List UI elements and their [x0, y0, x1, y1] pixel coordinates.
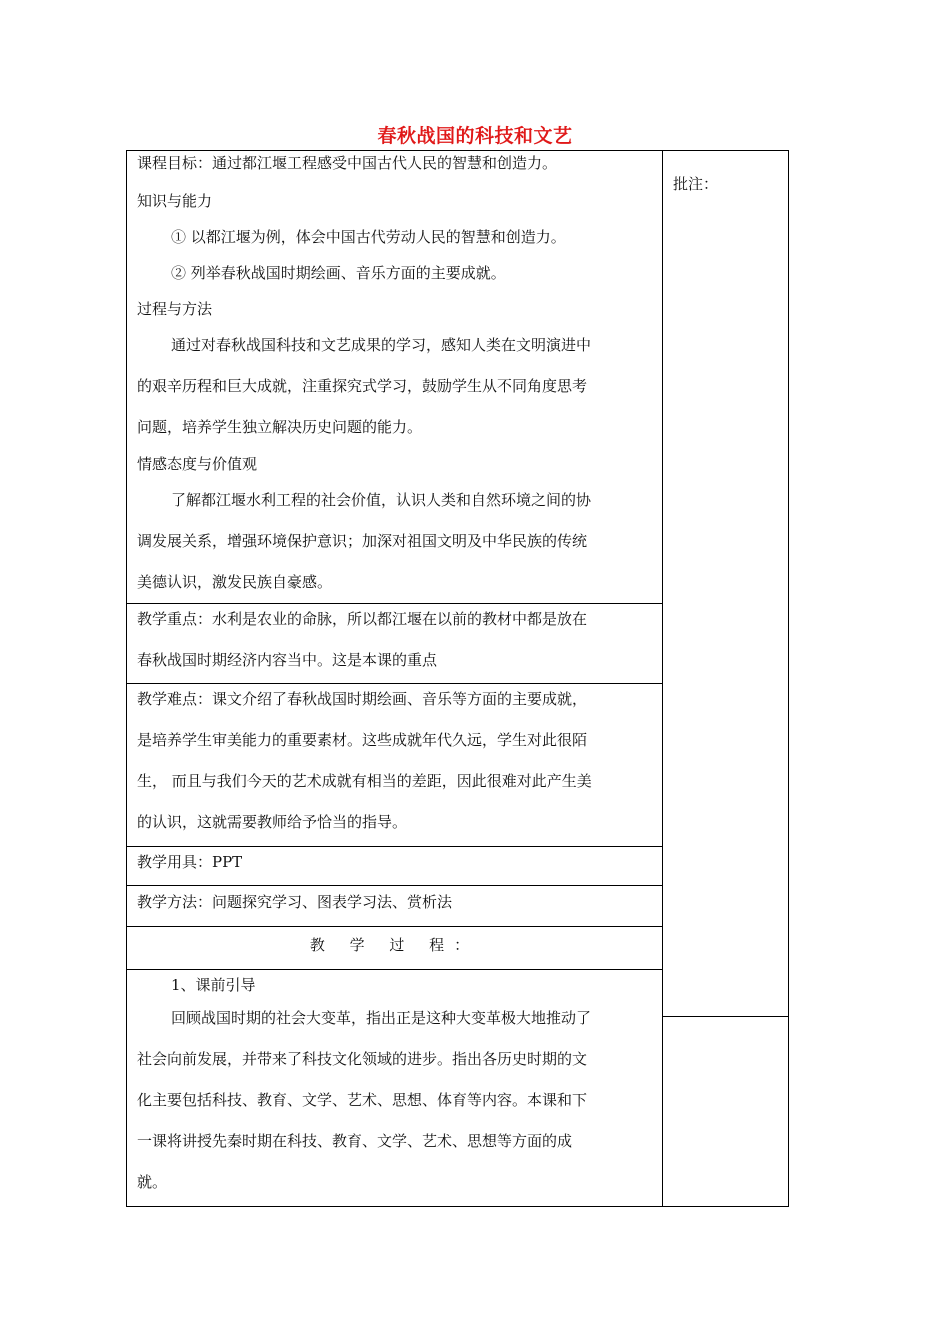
row-divider	[127, 969, 662, 970]
intro-line: 1、课前引导	[171, 976, 256, 994]
process-heading: 教 学 过 程：	[309, 936, 480, 954]
tools-cell	[137, 852, 653, 893]
notes-label: 批注：	[673, 175, 719, 193]
column-divider	[662, 151, 663, 1206]
difficulty-line: 生， 而且与我们今天的艺术成就有相当的差距，因此很难对此产生美	[137, 772, 592, 790]
methods-line: 教学方法：问题探究学习、图表学习法、赏析法	[137, 893, 453, 911]
objective-line: 的艰辛历程和巨大成就，注重探究式学习，鼓励学生从不同角度思考	[137, 377, 588, 395]
objective-line: 知识与能力	[137, 192, 213, 210]
row-divider	[127, 885, 662, 886]
objective-line: 课程目标：通过都江堰工程感受中国古代人民的智慧和创造力。	[137, 154, 558, 172]
key-points-cell	[137, 609, 653, 691]
objective-line: 通过对春秋战国科技和文艺成果的学习，感知人类在文明演进中	[171, 336, 592, 354]
lesson-plan-table	[126, 150, 789, 1207]
intro-line: 化主要包括科技、教育、文学、艺术、思想、体育等内容。本课和下	[137, 1091, 588, 1109]
notes-divider	[663, 1016, 789, 1017]
row-divider	[127, 846, 662, 847]
tools-line: 教学用具：PPT	[137, 853, 243, 871]
intro-line: 回顾战国时期的社会大变革，指出正是这种大变革极大地推动了	[171, 1009, 592, 1027]
objective-line: ② 列举春秋战国时期绘画、音乐方面的主要成就。	[171, 264, 506, 282]
key-point-line: 春秋战国时期经济内容当中。这是本课的重点	[137, 651, 438, 669]
difficulty-line: 是培养学生审美能力的重要素材。这些成就年代久远，学生对此很陌	[137, 731, 588, 749]
difficulty-line: 的认识，这就需要教师给予恰当的指导。	[137, 813, 408, 831]
page-title: 春秋战国的科技和文艺	[377, 125, 573, 147]
objective-line: 了解都江堰水利工程的社会价值，认识人类和自然环境之间的协	[171, 491, 592, 509]
intro-cell	[137, 975, 653, 1213]
objective-line: 美德认识，激发民族自豪感。	[137, 573, 333, 591]
objective-line: 情感态度与价值观	[137, 455, 258, 473]
objective-line: 调发展关系，增强环境保护意识；加深对祖国文明及中华民族的传统	[137, 532, 588, 550]
objective-line: 过程与方法	[137, 300, 213, 318]
difficulties-cell	[137, 689, 653, 853]
key-point-line: 教学重点：水利是农业的命脉，所以都江堰在以前的教材中都是放在	[137, 610, 588, 628]
intro-line: 一课将讲授先秦时期在科技、教育、文学、艺术、思想等方面的成	[137, 1132, 573, 1150]
objectives-cell	[137, 153, 653, 613]
row-divider	[127, 683, 662, 684]
row-divider	[127, 603, 662, 604]
intro-line: 就。	[137, 1173, 168, 1191]
difficulty-line: 教学难点：课文介绍了春秋战国时期绘画、音乐等方面的主要成就，	[137, 690, 588, 708]
intro-line: 社会向前发展，并带来了科技文化领域的进步。指出各历史时期的文	[137, 1050, 588, 1068]
row-divider	[127, 926, 662, 927]
objective-line: ① 以都江堰为例，体会中国古代劳动人民的智慧和创造力。	[171, 228, 566, 246]
objective-line: 问题，培养学生独立解决历史问题的能力。	[137, 418, 423, 436]
